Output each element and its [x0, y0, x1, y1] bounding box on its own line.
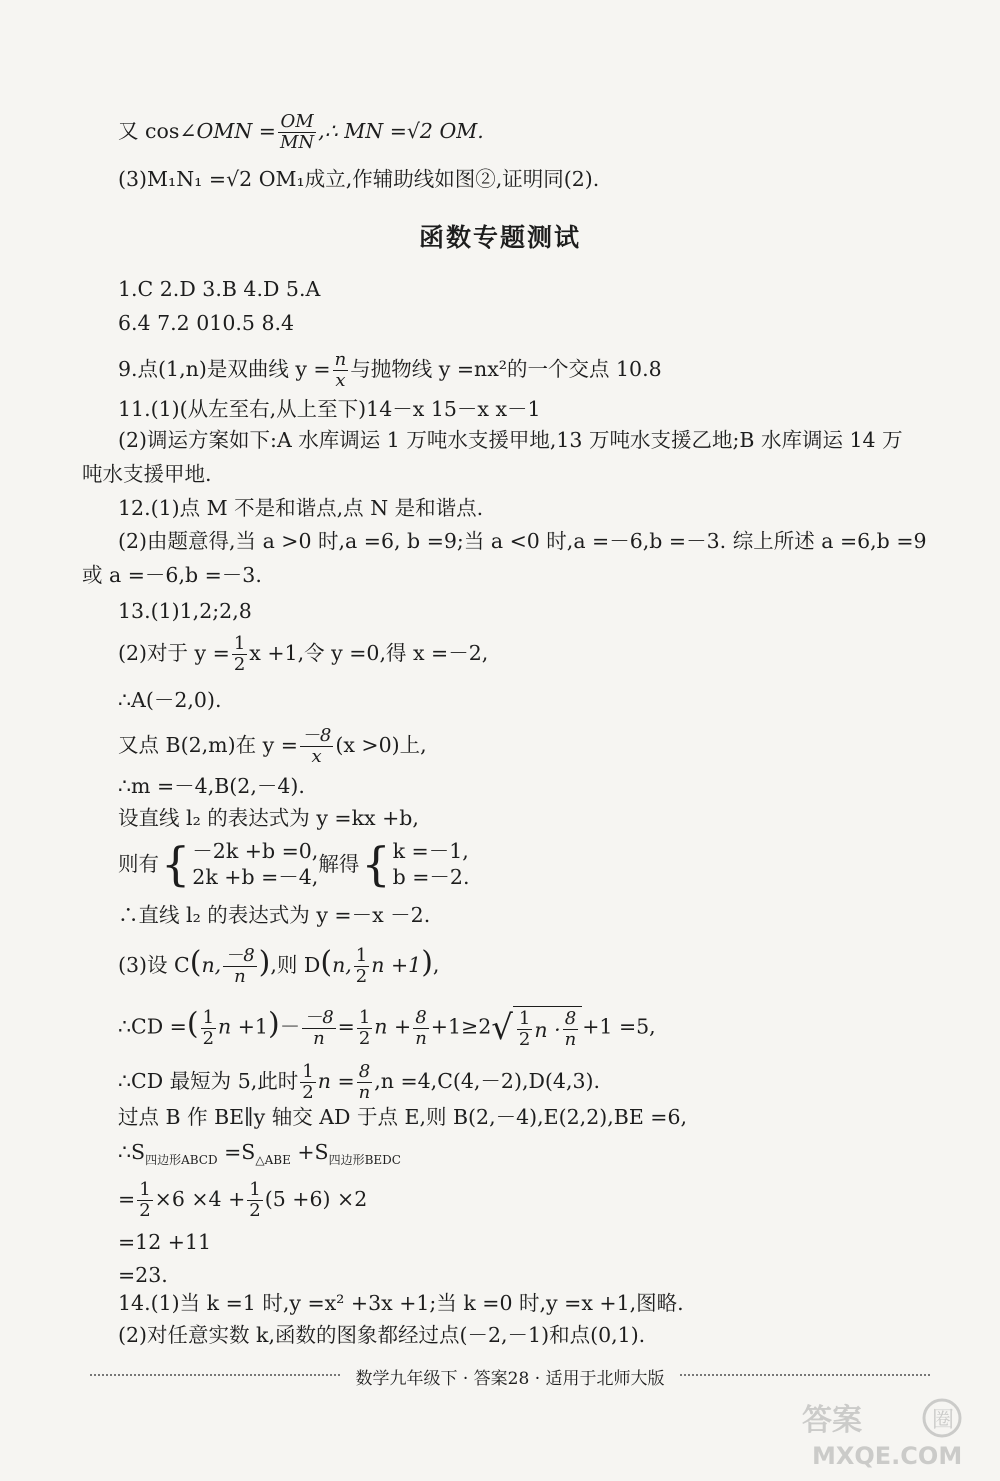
footer-text: 数学九年级下 · 答案28 · 适用于北师大版 [349, 1369, 670, 1389]
q13-cd-expression: ∴CD =( $\frac{1}{2}$ n +1)－ $\frac{-8}{n}$ = $\frac{1}{2}$ n + $\frac{8}{n}$ +1≥2 √ 1 2 n · 8 n +1 =5, [118, 1006, 656, 1050]
q14-part1: 14.(1)当 k =1 时,y =x² +3x +1;当 k =0 时,y =x +1,图略. [118, 1291, 684, 1315]
part3-line: (3)M₁N₁ =√2 OM₁成立,作辅助线如图②,证明同(2). [118, 167, 600, 191]
q9-line: 9.点(1,n)是双曲线 y = $\frac{n}{x}$ 与抛物线 y =nx²的一个交点 10.8 [118, 349, 662, 391]
q13-point-b: 又点 B(2,m)在 y = $\frac{-8}{x}$ (x >0)上, [118, 725, 427, 767]
svg-text:圈: 圈 [932, 1408, 955, 1433]
cos-line: 又 cos∠OMN = $\frac{OM}{MN}$ ,∴ MN =√2 OM. [118, 111, 484, 153]
q13-part1: 13.(1)1,2;2,8 [118, 599, 252, 623]
answers-6-8: 6.4 7.2 010.5 8.4 [118, 311, 295, 335]
q13-area-decomposition: $\therefore S_{四边形ABCD} =S_{\triangle ABE} +S_{四边形BEDC}$ [118, 1140, 401, 1168]
svg-text:MXQE.COM: MXQE.COM [812, 1442, 963, 1470]
q13-be-line: 过点 B 作 BE∥y 轴交 AD 于点 E,则 B(2,－4),E(2,2),BE =6, [118, 1105, 688, 1129]
q13-part2-line: (2)对于 y = $\frac{1}{2}$ x +1,令 y =0,得 x =－2, [118, 633, 489, 675]
q13-line-result: ∴直线 l₂ 的表达式为 y =－x －2. [118, 903, 431, 927]
q12-part1: 12.(1)点 M 不是和谐点,点 N 是和谐点. [118, 496, 484, 520]
q13-line-l2: 设直线 l₂ 的表达式为 y =kx +b, [118, 806, 419, 830]
section-title: 函数专题测试 [418, 223, 581, 252]
q11-part2a: (2)调运方案如下:A 水库调运 1 万吨水支援甲地,13 万吨水支援乙地;B 水库调运 14 万 [118, 428, 903, 452]
q13-m-value: ∴m =－4,B(2,－4). [118, 774, 305, 798]
page-footer [90, 1364, 930, 1389]
svg-text:答案: 答案 [802, 1403, 862, 1438]
q12-part2b: 或 a =－6,b =－3. [82, 563, 262, 587]
q13-area-result: =23. [118, 1263, 168, 1287]
q12-part2a: (2)由题意得,当 a >0 时,a =6, b =9;当 a <0 时,a =－6,b =－3. 综上所述 a =6,b =9 [118, 529, 927, 553]
q11-part2b: 吨水支援甲地. [82, 462, 212, 486]
q13-area-sum: =12 +11 [118, 1230, 212, 1254]
q13-cd-shortest: ∴CD 最短为 5,此时 $\frac{1}{2}$ n = $\frac{8}{n}$ ,n =4,C(4,－2),D(4,3). [118, 1061, 601, 1103]
watermark-logo [792, 1392, 982, 1472]
q13-point-a: ∴A(－2,0). [118, 688, 222, 712]
answers-1-5: 1.C 2.D 3.B 4.D 5.A [118, 277, 321, 301]
q11-part1: 11.(1)(从左至右,从上至下)14－x 15－x x－1 [118, 397, 541, 421]
q13-part3-line: (3)设 C(n, $\frac{-8}{n}$ ),则 D(n, $\frac{1}{2}$ n +1), [118, 945, 440, 987]
q13-area-calc: = $\frac{1}{2}$ ×6 ×4 + $\frac{1}{2}$ (5 +6) ×2 [118, 1179, 368, 1221]
q14-part2: (2)对任意实数 k,函数的图象都经过点(－2,－1)和点(0,1). [118, 1323, 646, 1347]
q13-system: 则有 { －2k +b =0, 2k +b =－4, 解得 { k =－1, b =－2. [118, 837, 470, 891]
